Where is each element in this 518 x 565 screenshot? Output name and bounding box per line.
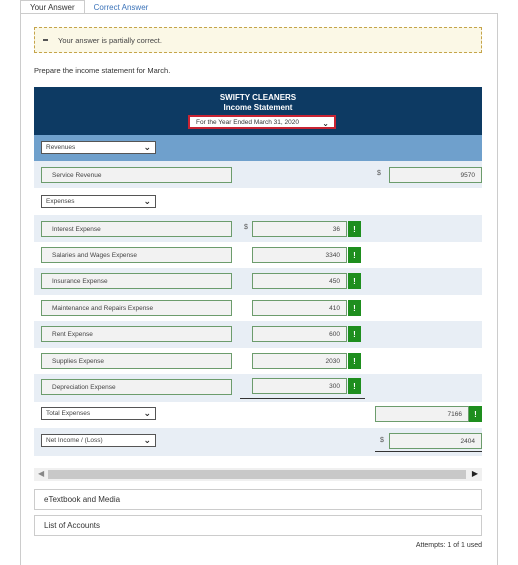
expense-account[interactable]: Insurance Expense xyxy=(41,273,232,289)
expense-amount[interactable]: 3340 xyxy=(252,247,347,263)
warning-icon: ! xyxy=(348,273,361,289)
horizontal-scrollbar[interactable] xyxy=(34,468,482,481)
expense-account[interactable]: Maintenance and Repairs Expense xyxy=(41,300,232,316)
partial-correct-alert xyxy=(34,27,482,53)
expense-row xyxy=(34,295,482,321)
expenses-select[interactable] xyxy=(41,195,156,208)
alert-text: Your answer is partially correct. xyxy=(58,35,162,45)
chevron-down-icon: ⌄ xyxy=(143,142,151,152)
expense-account[interactable]: Salaries and Wages Expense xyxy=(41,247,232,263)
warning-icon: ! xyxy=(348,326,361,342)
company-name: SWIFTY CLEANERS xyxy=(219,93,297,102)
revenue-line-row xyxy=(34,161,482,188)
chevron-down-icon: ⌄ xyxy=(322,119,329,128)
expense-dollar-sign: $ xyxy=(244,224,248,231)
total-rule xyxy=(375,451,482,452)
revenues-select-value: Revenues xyxy=(46,144,76,151)
net-income-select[interactable] xyxy=(41,434,156,447)
scrollbar-thumb[interactable] xyxy=(48,470,466,479)
expense-amount[interactable]: 2030 xyxy=(252,353,347,369)
revenue-dollar-sign: $ xyxy=(377,170,381,177)
expense-amount[interactable]: 300 xyxy=(252,378,347,394)
revenues-select[interactable] xyxy=(41,141,156,154)
warning-icon: ! xyxy=(348,247,361,263)
total-expenses-row xyxy=(34,402,482,428)
expense-row xyxy=(34,268,482,295)
etextbook-link[interactable]: eTextbook and Media xyxy=(34,489,482,510)
expense-amount[interactable]: 410 xyxy=(252,300,347,316)
chevron-down-icon: ⌄ xyxy=(143,196,151,206)
subtotal-rule xyxy=(240,398,365,399)
expense-account[interactable]: Interest Expense xyxy=(41,221,232,237)
service-revenue-amount[interactable]: 9570 xyxy=(389,167,482,183)
net-income-amount[interactable]: 2404 xyxy=(389,433,482,449)
tab-your-answer[interactable]: Your Answer xyxy=(20,0,85,14)
total-expenses-select-value: Total Expenses xyxy=(46,410,91,417)
expense-row xyxy=(34,242,482,268)
statement-title: Income Statement xyxy=(223,103,293,112)
minus-icon xyxy=(43,39,48,41)
expense-amount[interactable]: 450 xyxy=(252,273,347,289)
list-of-accounts-link[interactable]: List of Accounts xyxy=(34,515,482,536)
expense-row xyxy=(34,215,482,242)
net-income-dollar-sign: $ xyxy=(380,437,384,444)
scroll-right-icon[interactable]: ▶ xyxy=(471,469,478,478)
expenses-header-row xyxy=(34,188,482,215)
net-income-select-value: Net Income / (Loss) xyxy=(46,437,103,444)
expense-row xyxy=(34,321,482,348)
chevron-down-icon: ⌄ xyxy=(143,408,151,418)
service-revenue-account[interactable]: Service Revenue xyxy=(41,167,232,183)
expense-amount[interactable]: 600 xyxy=(252,326,347,342)
warning-icon: ! xyxy=(469,406,482,422)
warning-icon: ! xyxy=(348,300,361,316)
expense-row xyxy=(34,348,482,374)
period-value: For the Year Ended March 31, 2020 xyxy=(196,118,299,126)
warning-icon: ! xyxy=(348,221,361,237)
scroll-left-icon[interactable]: ◀ xyxy=(38,469,45,478)
chevron-down-icon: ⌄ xyxy=(143,435,151,445)
question-prompt: Prepare the income statement for March. xyxy=(34,66,171,75)
warning-icon: ! xyxy=(348,353,361,369)
total-expenses-select[interactable] xyxy=(41,407,156,420)
total-expenses-amount[interactable]: 7166 xyxy=(375,406,469,422)
expense-account[interactable]: Rent Expense xyxy=(41,326,232,342)
expense-account[interactable]: Depreciation Expense xyxy=(41,379,232,395)
revenues-row xyxy=(34,135,482,161)
expense-amount[interactable]: 36 xyxy=(252,221,347,237)
tab-correct-answer[interactable]: Correct Answer xyxy=(93,3,149,12)
expense-row xyxy=(34,374,482,402)
statement-header xyxy=(34,87,482,135)
attempts-counter: Attempts: 1 of 1 used xyxy=(415,542,482,549)
warning-icon: ! xyxy=(348,378,361,394)
period-select[interactable] xyxy=(188,115,336,129)
expense-account[interactable]: Supplies Expense xyxy=(41,353,232,369)
answer-tabs xyxy=(20,0,157,14)
net-income-row xyxy=(34,428,482,456)
expenses-select-value: Expenses xyxy=(46,198,75,205)
